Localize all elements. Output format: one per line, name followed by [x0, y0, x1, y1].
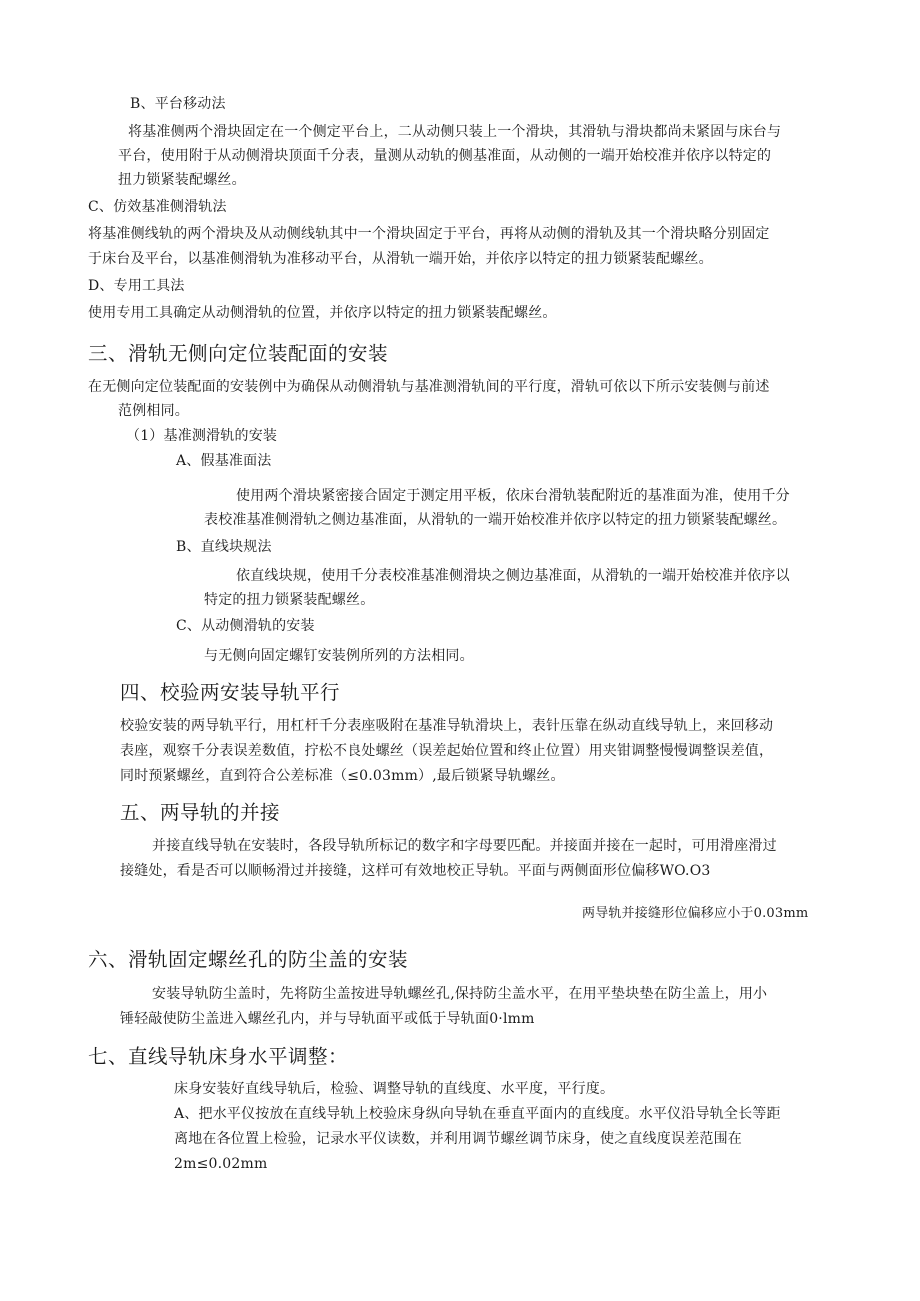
section-3-title: 三、滑轨无侧向定位装配面的安装	[88, 342, 389, 365]
section-5-paragraph-line: 接缝处，看是否可以顺畅滑过并接缝，这样可有效地校正导轨。平面与两侧面形位偏移WO.O3	[120, 863, 711, 879]
section-6-title: 六、滑轨固定螺丝孔的防尘盖的安装	[88, 948, 409, 971]
section-4-paragraph-line: 校验安装的两导轨平行，用杠杆千分表座吸附在基准导轨滑块上，表针压靠在纵动直线导轨上，来回移动	[120, 718, 774, 734]
section-3-a-paragraph-line: 使用两个滑块紧密接合固定于测定用平板，依床台滑轨装配附近的基准面为准，使用千分	[236, 488, 790, 504]
section-3-b-paragraph-line: 依直线块规，使用千分表校准基准侧滑块之侧边基准面，从滑轨的一端开始校准并依序以	[236, 568, 790, 584]
section-4-paragraph-line: 同时预紧螺丝，直到符合公差标准（≤0.03mm）,最后锁紧导轨螺丝。	[120, 768, 565, 784]
c-method-paragraph-line: 于床台及平台，以基准侧滑轨为准移动平台，从滑轨一端开始，并依序以特定的扭力锁紧装配螺丝。	[88, 251, 713, 267]
section-3-a-heading: A、假基准面法	[176, 453, 272, 469]
section-5-figure-note: 两导轨并接缝形位偏移应小于0.03mm	[582, 906, 809, 921]
section-4-paragraph-line: 表座，观察千分表误差数值，拧松不良处螺丝（误差起始位置和终止位置）用夹钳调整慢慢调整误差值，	[120, 743, 774, 759]
section-7-paragraph-line: 床身安装好直线导轨后，检验、调整导轨的直线度、水平度，平行度。	[174, 1081, 615, 1097]
section-4-title: 四、校验两安装导轨平行	[120, 681, 341, 704]
section-7-title: 七、直线导轨床身水平调整：	[88, 1045, 349, 1068]
section-3-paragraph-line: 在无侧向定位装配面的安装例中为确保从动侧滑轨与基准测滑轨间的平行度，滑轨可依以下所示安装侧与前述	[88, 379, 770, 395]
d-method-heading: D、专用工具法	[88, 278, 185, 294]
section-3-a-paragraph-line: 表校准基准侧滑轨之侧边基准面，从滑轨的一端开始校准并依序以特定的扭力锁紧装配螺丝。	[204, 512, 787, 528]
b-method-paragraph-line: 平台，使用附于从动侧滑块顶面千分表，量测从动轨的侧基准面，从动侧的一端开始校准并依序以特定的	[118, 148, 772, 164]
section-3-b-heading: B、直线块规法	[176, 539, 272, 555]
section-7-paragraph-line: 2m≤0.02mm	[174, 1156, 268, 1172]
b-method-heading: B、平台移动法	[130, 96, 226, 112]
b-method-paragraph-line: 扭力锁紧装配螺丝。	[118, 172, 246, 188]
d-method-paragraph-line: 使用专用工具确定从动侧滑轨的位置，并依序以特定的扭力锁紧装配螺丝。	[88, 305, 557, 321]
c-method-paragraph-line: 将基准侧线轨的两个滑块及从动侧线轨其中一个滑块固定于平台，再将从动侧的滑轨及其一个滑块略分别固定	[88, 226, 770, 242]
c-method-heading: C、仿效基准侧滑轨法	[88, 199, 227, 215]
section-5-title: 五、两导轨的并接	[120, 801, 281, 824]
section-6-paragraph-line: 锤轻敲使防尘盖进入螺丝孔内，并与导轨面平或低于导轨面0·lmm	[120, 1011, 535, 1027]
section-3-b-paragraph-line: 特定的扭力锁紧装配螺丝。	[204, 592, 375, 608]
section-7-paragraph-line: 离地在各位置上检验，记录水平仪读数，并利用调节螺丝调节床身，使之直线度误差范围在	[174, 1131, 742, 1147]
b-method-paragraph-line: 将基准侧两个滑块固定在一个侧定平台上，二从动侧只装上一个滑块，其滑轨与滑块都尚未紧固与床台与	[128, 124, 782, 140]
section-3-paragraph-line: 范例相同。	[118, 403, 189, 419]
section-6-paragraph-line: 安装导轨防尘盖时，先将防尘盖按进导轨螺丝孔,保持防尘盖水平，在用平垫块垫在防尘盖上，用小	[152, 986, 768, 1002]
section-7-paragraph-line: A、把水平仪按放在直线导轨上校验床身纵向导轨在垂直平面内的直线度。水平仪沿导轨全长等距	[174, 1106, 781, 1122]
section-3-c-paragraph-line: 与无侧向固定螺钉安装例所列的方法相同。	[204, 648, 474, 664]
section-3-c-heading: C、从动侧滑轨的安装	[176, 618, 315, 634]
section-3-subheading: （1）基准测滑轨的安装	[126, 428, 278, 444]
section-5-paragraph-line: 并接直线导轨在安装时，各段导轨所标记的数字和字母要匹配。并接面并接在一起时，可用滑座滑过	[152, 838, 777, 854]
